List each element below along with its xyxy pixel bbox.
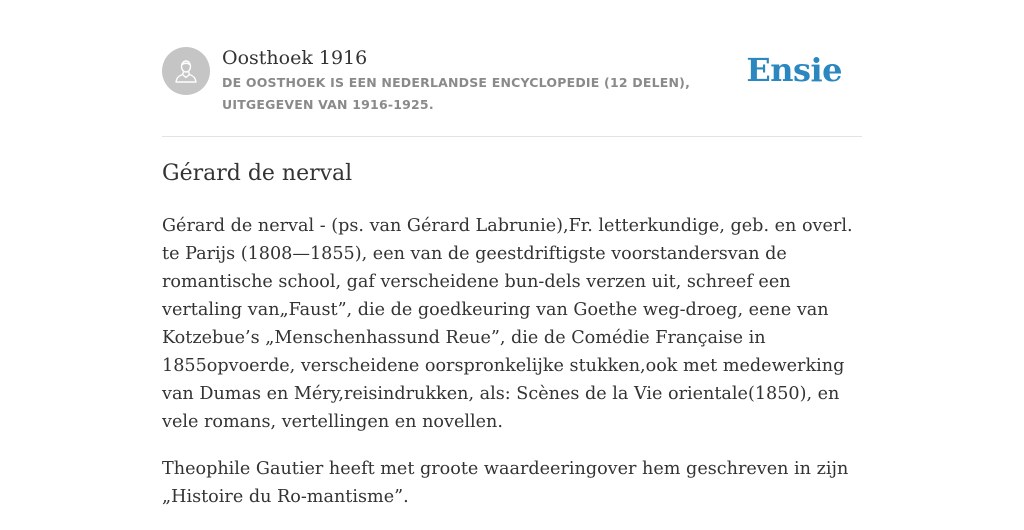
user-silhouette-icon (162, 47, 210, 95)
avatar[interactable] (162, 47, 210, 95)
page (162, 0, 862, 507)
source-header (162, 0, 862, 137)
ensie-logo-link[interactable]: Ensie (746, 51, 842, 89)
source-title[interactable]: Oosthoek 1916 (222, 47, 368, 69)
source-description: DE OOSTHOEK IS EEN NEDERLANDSE ENCYCLOPEDIE (12 DELEN), UITGEGEVEN VAN 1916-1925. (222, 75, 691, 112)
article-paragraph: Theophile Gautier heeft met groote waardeeringover hem geschreven in zijn „Histoire du Ro-mantisme”. (162, 459, 849, 507)
article-body (162, 212, 862, 530)
article-paragraph: Gérard de nerval - (ps. van Gérard Labrunie),Fr. letterkundige, geb. en overl. te Parijs (1808—1855), een van de geestdriftigste voorstandersvan de romantische school, gaf verscheidene bun-dels verzen uit, schreef een vertaling van„Faust”, die de goedkeuring van Goethe weg-droeg, eene van Kotzebue’s „Menschenhassund Reue”, die de Comédie Française in 1855opvoerde, verscheidene oorspronkelijke stukken,ook met medewerking van Dumas en Méry,reisindrukken, als: Scènes de la Vie orientale(1850), en vele romans, vertellingen en novellen. (162, 216, 853, 432)
article-title: Gérard de nerval (162, 161, 353, 186)
